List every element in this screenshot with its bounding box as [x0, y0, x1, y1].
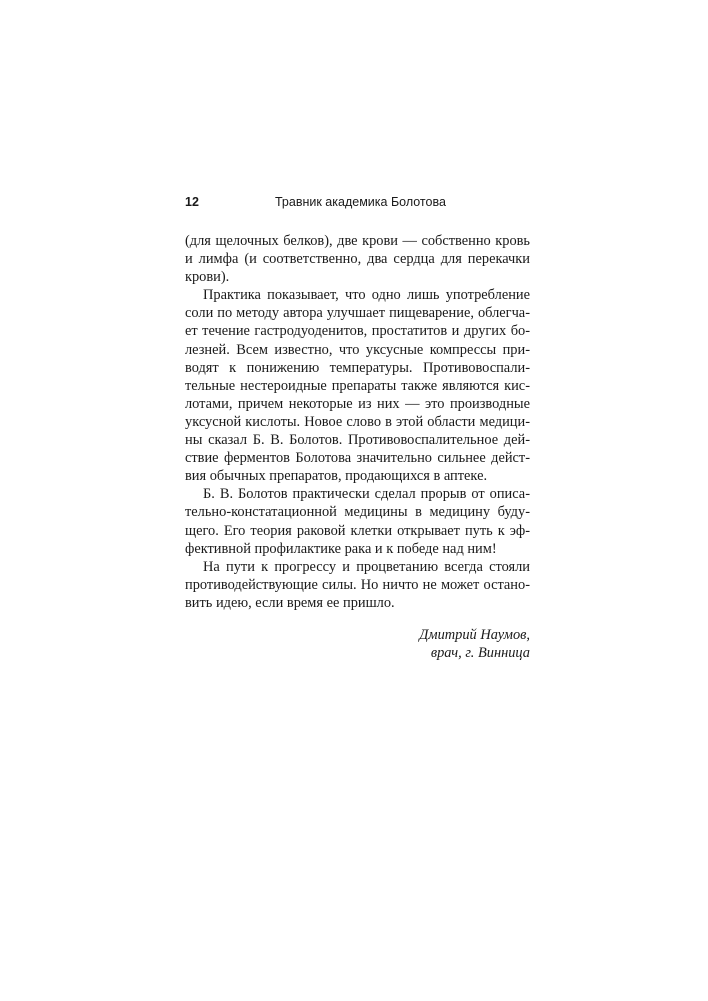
text-line: крови).: [185, 269, 230, 286]
running-head: [185, 195, 530, 215]
text-line: На пути к прогрессу и процветанию всегда стояли: [203, 558, 530, 575]
text-line: ствие ферментов Болотова значительно сильнее дейст-: [185, 450, 530, 467]
text-line: фективной профилактике рака и к победе над ним!: [185, 540, 497, 557]
text-line: соли по методу автора улучшает пищеварение, облегча-: [185, 305, 530, 322]
text-line: уксусной кислоты. Новое слово в этой области медици-: [185, 413, 530, 430]
page-number: 12: [185, 195, 199, 209]
body-text: [185, 232, 530, 662]
signature-name: Дмитрий Наумов,: [419, 626, 530, 643]
signature: [185, 626, 530, 662]
text-line: Б. В. Болотов практически сделал прорыв от описа-: [203, 486, 530, 503]
text-line: тельные нестероидные препараты также являются кис-: [185, 377, 530, 394]
text-line: лотами, причем некоторые из них — это производные: [185, 395, 530, 412]
signature-position: врач, г. Винница: [430, 645, 530, 662]
text-line: тельно-констатационной медицины в медицину буду-: [185, 504, 530, 521]
book-title: Травник академика Болотова: [275, 195, 446, 209]
text-line: водят к понижению температуры. Противовоспали-: [185, 359, 530, 376]
text-line: противодействующие силы. Но ничто не может остано-: [185, 576, 530, 593]
paragraph-4: [185, 558, 530, 612]
text-line: ны сказал Б. В. Болотов. Противовоспалительное дей-: [185, 432, 530, 449]
text-line: (для щелочных белков), две крови — собственно кровь: [185, 233, 530, 249]
text-line: и лимфа (и соответственно, два сердца для перекачки: [185, 251, 530, 268]
text-line: щего. Его теория раковой клетки открывает путь к эф-: [185, 522, 530, 539]
text-line: вия обычных препаратов, продающихся в аптеке.: [185, 468, 488, 485]
text-line: лезней. Всем известно, что уксусные компрессы при-: [185, 341, 530, 358]
paragraph-2: [185, 286, 530, 485]
paragraph-1: [185, 232, 530, 286]
text-line: вить идею, если время ее пришло.: [185, 594, 395, 611]
text-line: ет течение гастродуоденитов, простатитов и других бо-: [185, 323, 530, 340]
paragraph-3: [185, 485, 530, 557]
text-line: Практика показывает, что одно лишь употребление: [203, 287, 530, 304]
